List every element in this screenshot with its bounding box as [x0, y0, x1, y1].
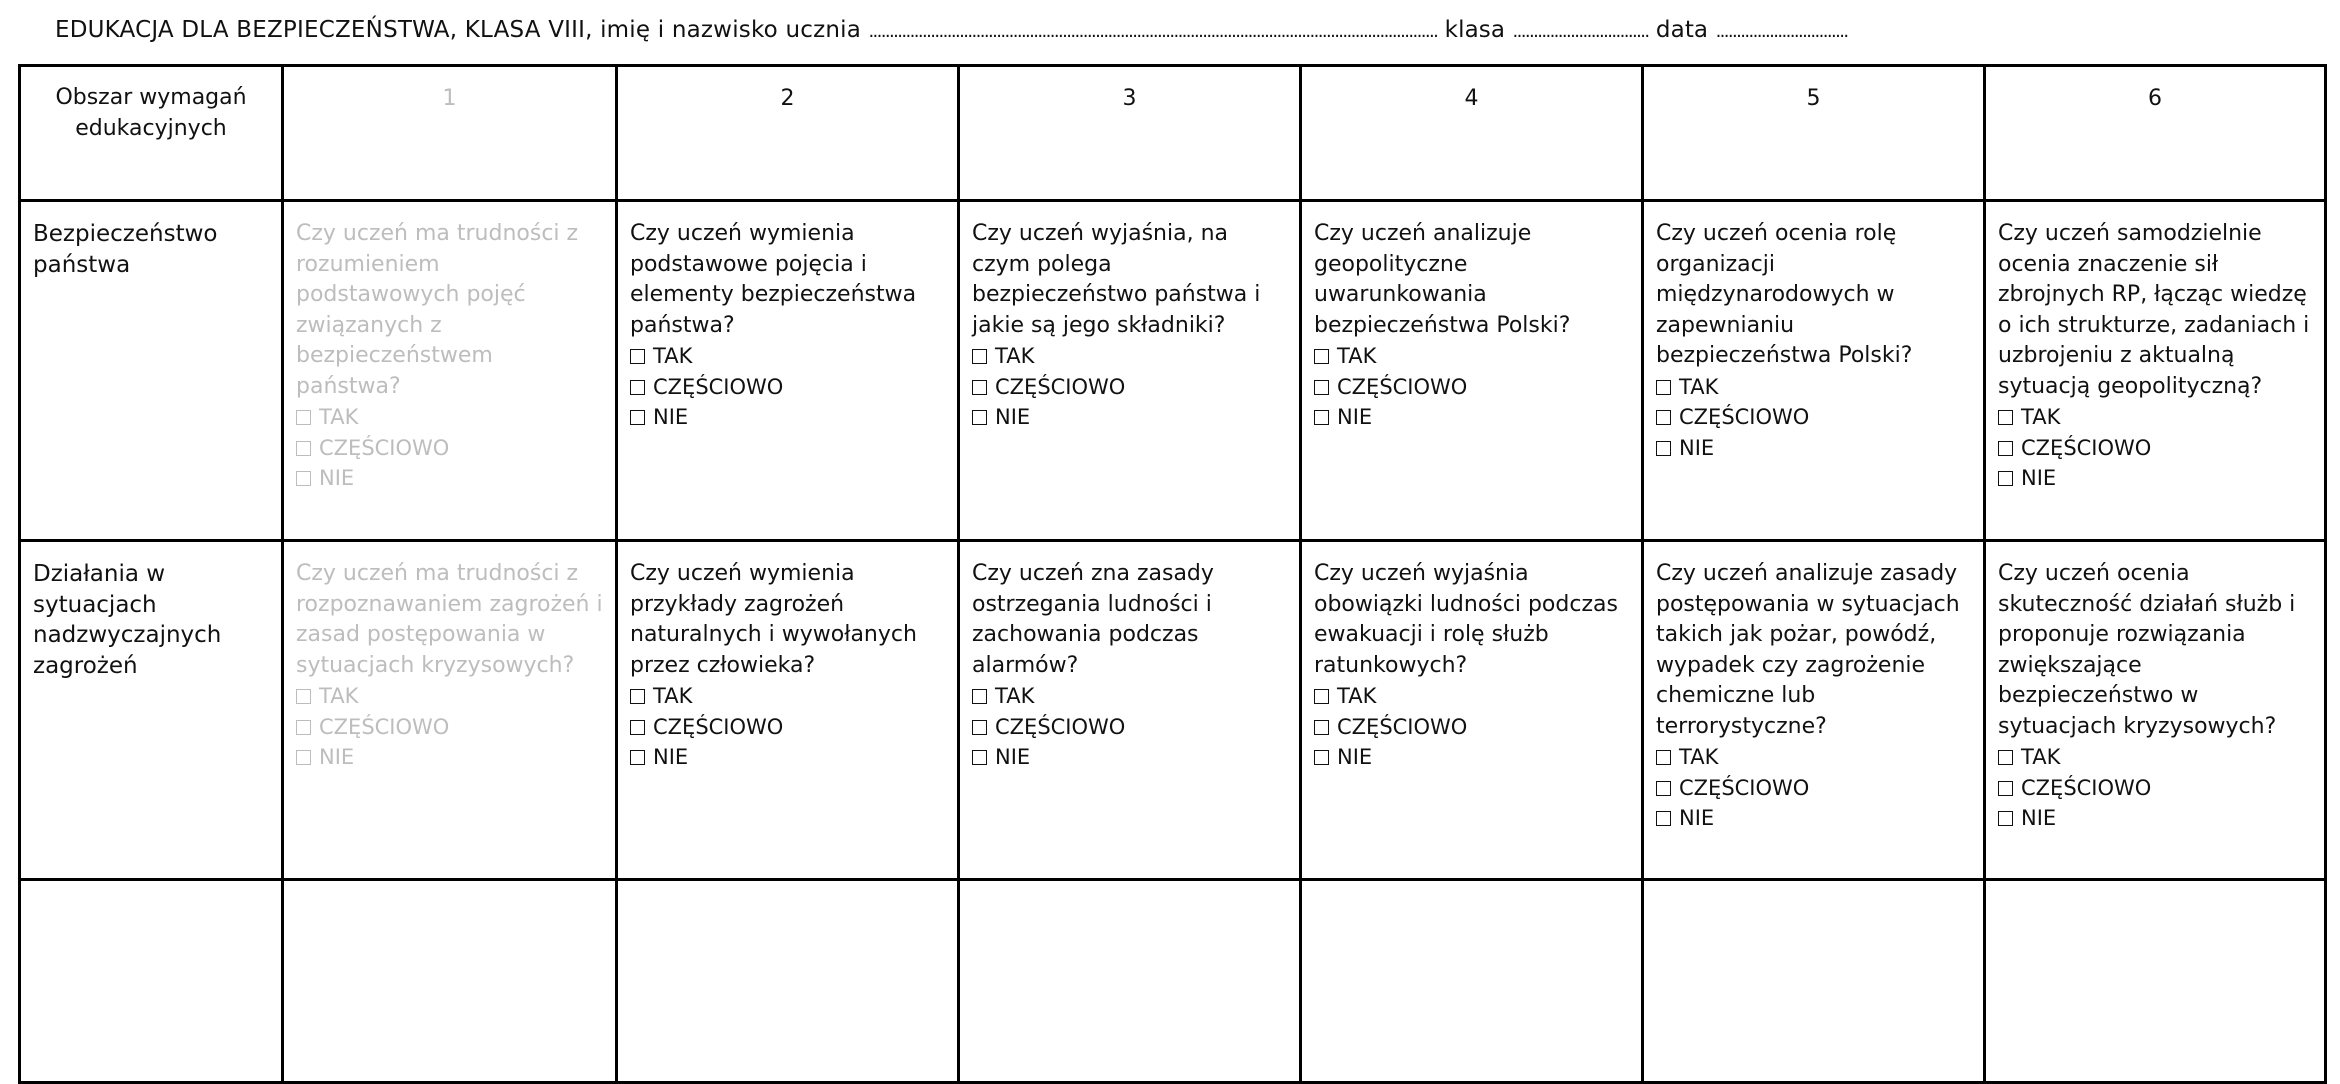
- checkbox-icon[interactable]: [1656, 380, 1671, 395]
- option-label: NIE: [653, 405, 689, 429]
- date-field[interactable]: ................................: [1715, 21, 1848, 42]
- criterion-question: Czy uczeń analizuje zasady postępowania w sytuacjach takich jak pożar, powódź, wypadek czy zagrożenie chemiczne lub terrorystyczne?: [1656, 561, 1960, 739]
- date-label: data: [1655, 17, 1709, 43]
- checkbox-icon[interactable]: [296, 689, 311, 704]
- table-row: [20, 880, 2326, 1083]
- checkbox-icon[interactable]: [630, 689, 645, 704]
- option-czciowo[interactable]: [1998, 433, 2312, 464]
- criterion-cell-level-3: [959, 880, 1301, 1083]
- checkbox-icon[interactable]: [1314, 720, 1329, 735]
- area-label: Bezpieczeństwo państwa: [33, 221, 218, 278]
- option-tak[interactable]: [630, 341, 945, 372]
- option-czciowo[interactable]: [1998, 773, 2312, 804]
- criterion-question: Czy uczeń ma trudności z rozpoznawaniem zagrożeń i zasad postępowania w sytuacjach kryzysowych?: [296, 561, 603, 678]
- criterion-cell-level-5: [1643, 201, 1985, 541]
- option-tak[interactable]: [296, 402, 603, 433]
- level-header-1: 1: [283, 66, 617, 201]
- option-label: TAK: [319, 405, 359, 429]
- criterion-cell-level-5: [1643, 541, 1985, 880]
- option-label: NIE: [1337, 745, 1373, 769]
- option-label: TAK: [1679, 745, 1719, 769]
- checkbox-icon[interactable]: [1314, 410, 1329, 425]
- option-czciowo[interactable]: [296, 433, 603, 464]
- criterion-cell-level-2: [617, 541, 959, 880]
- option-label: NIE: [2021, 466, 2057, 490]
- option-label: TAK: [1337, 344, 1377, 368]
- area-cell: [20, 541, 283, 880]
- criterion-question: Czy uczeń wymienia podstawowe pojęcia i elementy bezpieczeństwa państwa?: [630, 221, 917, 338]
- checkbox-icon[interactable]: [1998, 750, 2013, 765]
- option-label: NIE: [1679, 806, 1715, 830]
- criterion-cell-level-6: [1985, 201, 2326, 541]
- checkbox-icon[interactable]: [1998, 410, 2013, 425]
- checkbox-icon[interactable]: [972, 689, 987, 704]
- option-label: TAK: [1679, 374, 1719, 399]
- criterion-cell-level-4: [1301, 541, 1643, 880]
- table-row: [20, 541, 2326, 880]
- option-tak[interactable]: [972, 341, 1287, 372]
- checkbox-icon[interactable]: [972, 349, 987, 364]
- option-nie[interactable]: [1998, 803, 2312, 834]
- checkbox-icon[interactable]: [630, 410, 645, 425]
- criterion-cell-level-1: [283, 201, 617, 541]
- option-label: NIE: [319, 745, 355, 769]
- criterion-question: Czy uczeń wyjaśnia, na czym polega bezpieczeństwo państwa i jakie są jego składniki?: [972, 221, 1261, 338]
- option-label: NIE: [1337, 405, 1373, 429]
- checkbox-icon[interactable]: [1656, 811, 1671, 826]
- option-label: CZĘŚCIOWO: [995, 374, 1126, 399]
- option-tak[interactable]: [296, 681, 603, 712]
- table-row: [20, 201, 2326, 541]
- option-label: TAK: [995, 344, 1035, 368]
- criterion-question: Czy uczeń zna zasady ostrzegania ludności i zachowania podczas alarmów?: [972, 561, 1214, 678]
- option-nie[interactable]: [972, 742, 1287, 773]
- option-label: CZĘŚCIOWO: [2021, 775, 2152, 800]
- option-label: CZĘŚCIOWO: [1679, 775, 1810, 800]
- option-nie[interactable]: [1314, 742, 1629, 773]
- option-tak[interactable]: [1656, 372, 1971, 403]
- area-cell: [20, 880, 283, 1083]
- checkbox-icon[interactable]: [1314, 689, 1329, 704]
- checkbox-icon[interactable]: [972, 380, 987, 395]
- checkbox-icon[interactable]: [1998, 781, 2013, 796]
- option-label: NIE: [995, 405, 1031, 429]
- class-field[interactable]: .................................: [1512, 21, 1649, 42]
- checkbox-icon[interactable]: [1998, 441, 2013, 456]
- criterion-cell-level-4: [1301, 880, 1643, 1083]
- checkbox-icon[interactable]: [972, 410, 987, 425]
- criterion-question: Czy uczeń samodzielnie ocenia znaczenie sił zbrojnych RP, łącząc wiedzę o ich strukturze, zadaniach i uzbrojeniu z aktualną sytuacją geopolityczną?: [1998, 221, 2310, 399]
- subject-title: EDUKACJA DLA BEZPIECZEŃSTWA, KLASA VIII, imię i nazwisko ucznia: [55, 17, 862, 43]
- option-label: CZĘŚCIOWO: [319, 714, 450, 739]
- option-czciowo[interactable]: [972, 372, 1287, 403]
- checkbox-icon[interactable]: [296, 441, 311, 456]
- option-label: CZĘŚCIOWO: [653, 714, 784, 739]
- option-nie[interactable]: [296, 463, 603, 494]
- option-czciowo[interactable]: [1314, 372, 1629, 403]
- criterion-cell-level-6: [1985, 880, 2326, 1083]
- option-nie[interactable]: [1656, 803, 1971, 834]
- option-nie[interactable]: [630, 742, 945, 773]
- option-nie[interactable]: [630, 402, 945, 433]
- criterion-question: Czy uczeń wymienia przykłady zagrożeń naturalnych i wywołanych przez człowieka?: [630, 561, 917, 678]
- option-label: CZĘŚCIOWO: [1679, 405, 1810, 429]
- area-cell: [20, 201, 283, 541]
- option-czciowo[interactable]: [630, 712, 945, 743]
- option-label: TAK: [1337, 684, 1377, 708]
- option-czciowo[interactable]: [1656, 773, 1971, 804]
- checkbox-icon[interactable]: [630, 349, 645, 364]
- level-header-2: 2: [617, 66, 959, 201]
- criterion-question: Czy uczeń wyjaśnia obowiązki ludności podczas ewakuacji i rolę służb ratunkowych?: [1314, 561, 1618, 678]
- criterion-question: Czy uczeń ocenia rolę organizacji międzynarodowych w zapewnianiu bezpieczeństwa Polski?: [1656, 221, 1913, 368]
- option-tak[interactable]: [1998, 742, 2312, 773]
- checkbox-icon[interactable]: [1314, 750, 1329, 765]
- criterion-cell-level-2: [617, 201, 959, 541]
- checkbox-icon[interactable]: [1998, 811, 2013, 826]
- option-label: NIE: [653, 745, 689, 769]
- checkbox-icon[interactable]: [972, 750, 987, 765]
- area-label: [21, 881, 281, 915]
- option-label: TAK: [653, 344, 693, 368]
- option-nie[interactable]: [1314, 402, 1629, 433]
- level-header-6: 6: [1985, 66, 2326, 201]
- option-tak[interactable]: [1314, 681, 1629, 712]
- option-nie[interactable]: [1656, 433, 1971, 464]
- checkbox-icon[interactable]: [1656, 750, 1671, 765]
- option-label: CZĘŚCIOWO: [319, 435, 450, 460]
- checkbox-icon[interactable]: [296, 750, 311, 765]
- option-czciowo[interactable]: [1314, 712, 1629, 743]
- checkbox-icon[interactable]: [630, 720, 645, 735]
- option-label: NIE: [1679, 435, 1715, 460]
- option-tak[interactable]: [1998, 402, 2312, 433]
- option-label: TAK: [995, 684, 1035, 708]
- criterion-question: Czy uczeń ma trudności z rozumieniem podstawowych pojęć związanych z bezpieczeństwem państwa?: [296, 221, 579, 399]
- criterion-cell-level-2: [617, 880, 959, 1083]
- area-label: Działania w sytuacjach nadzwyczajnych zagrożeń: [33, 561, 222, 679]
- checkbox-icon[interactable]: [1656, 781, 1671, 796]
- option-label: NIE: [995, 745, 1031, 769]
- criterion-cell-level-3: [959, 541, 1301, 880]
- option-label: TAK: [653, 684, 693, 708]
- criterion-cell-level-1: [283, 541, 617, 880]
- option-czciowo[interactable]: [296, 712, 603, 743]
- checkbox-icon[interactable]: [1656, 441, 1671, 456]
- checkbox-icon[interactable]: [1656, 410, 1671, 425]
- checkbox-icon[interactable]: [1998, 471, 2013, 486]
- option-label: NIE: [2021, 806, 2057, 830]
- criterion-cell-level-6: [1985, 541, 2326, 880]
- option-label: CZĘŚCIOWO: [2021, 435, 2152, 460]
- option-czciowo[interactable]: [972, 712, 1287, 743]
- option-label: CZĘŚCIOWO: [653, 374, 784, 399]
- checkbox-icon[interactable]: [630, 380, 645, 395]
- checkbox-icon[interactable]: [296, 471, 311, 486]
- checkbox-icon[interactable]: [296, 410, 311, 425]
- worksheet-header: [55, 14, 2340, 48]
- option-label: CZĘŚCIOWO: [1337, 714, 1468, 739]
- option-label: TAK: [2021, 405, 2061, 429]
- option-tak[interactable]: [1314, 341, 1629, 372]
- option-tak[interactable]: [1656, 742, 1971, 773]
- option-label: CZĘŚCIOWO: [995, 714, 1126, 739]
- area-column-header: Obszar wymagań edukacyjnych: [20, 66, 283, 201]
- checkbox-icon[interactable]: [630, 750, 645, 765]
- option-label: TAK: [2021, 745, 2061, 769]
- criterion-cell-level-3: [959, 201, 1301, 541]
- checkbox-icon[interactable]: [296, 720, 311, 735]
- level-header-4: 4: [1301, 66, 1643, 201]
- level-header-3: 3: [959, 66, 1301, 201]
- criterion-cell-level-1: [283, 880, 617, 1083]
- option-label: NIE: [319, 466, 355, 490]
- checkbox-icon[interactable]: [1314, 349, 1329, 364]
- criterion-question: Czy uczeń analizuje geopolityczne uwarunkowania bezpieczeństwa Polski?: [1314, 221, 1571, 338]
- option-label: CZĘŚCIOWO: [1337, 374, 1468, 399]
- option-nie[interactable]: [972, 402, 1287, 433]
- option-czciowo[interactable]: [630, 372, 945, 403]
- option-czciowo[interactable]: [1656, 402, 1971, 433]
- criterion-cell-level-5: [1643, 880, 1985, 1083]
- criterion-question: Czy uczeń ocenia skuteczność działań służb i proponuje rozwiązania zwiększające bezpieczeństwo w sytuacjach kryzysowych?: [1998, 561, 2296, 739]
- option-nie[interactable]: [296, 742, 603, 773]
- checkbox-icon[interactable]: [972, 720, 987, 735]
- student-name-field[interactable]: ..........................................................................................................................................: [868, 21, 1438, 42]
- assessment-table: [18, 64, 2327, 1084]
- option-nie[interactable]: [1998, 463, 2312, 494]
- option-label: TAK: [319, 684, 359, 708]
- criterion-cell-level-4: [1301, 201, 1643, 541]
- checkbox-icon[interactable]: [1314, 380, 1329, 395]
- option-tak[interactable]: [630, 681, 945, 712]
- class-label: klasa: [1444, 17, 1506, 43]
- header-row: [20, 66, 2326, 201]
- level-header-5: 5: [1643, 66, 1985, 201]
- option-tak[interactable]: [972, 681, 1287, 712]
